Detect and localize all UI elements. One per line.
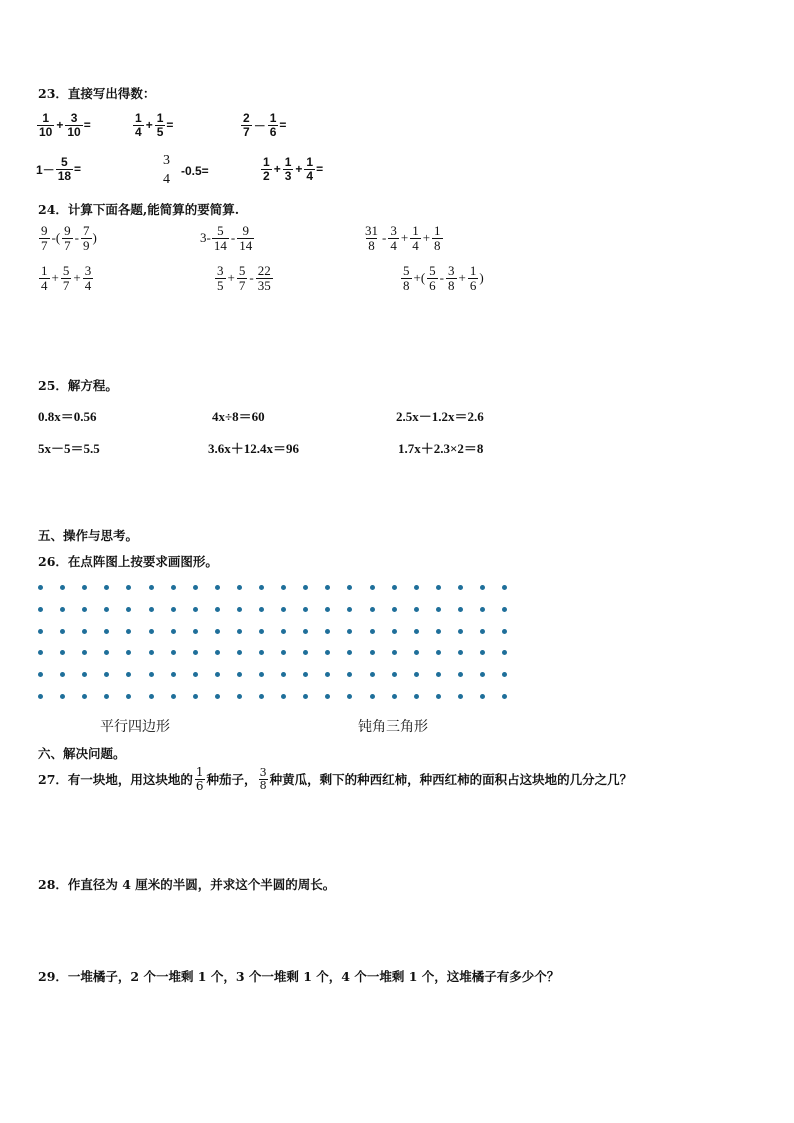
grid-dot[interactable] (193, 650, 198, 655)
grid-dot[interactable] (149, 629, 154, 634)
grid-dot[interactable] (436, 672, 441, 677)
q28-text: 28．作直径为 4 厘米的半圆，并求这个半圆的周长。 (38, 877, 336, 892)
grid-dot[interactable] (82, 672, 87, 677)
grid-dot[interactable] (82, 629, 87, 634)
grid-dot[interactable] (215, 672, 220, 677)
grid-dot[interactable] (60, 694, 65, 699)
grid-dot[interactable] (259, 607, 264, 612)
grid-dot[interactable] (104, 650, 109, 655)
grid-dot[interactable] (303, 629, 308, 634)
grid-dot[interactable] (458, 672, 463, 677)
equation-3: 2.5x－1.2x＝2.6 (396, 409, 484, 424)
grid-dot[interactable] (60, 585, 65, 590)
q23-expr-4: 1－ $\frac{5}{18}$ = (36, 155, 82, 183)
grid-dot[interactable] (347, 607, 352, 612)
grid-dot[interactable] (38, 607, 43, 612)
grid-dot[interactable] (193, 672, 198, 677)
grid-dot[interactable] (392, 694, 397, 699)
grid-dot[interactable] (325, 694, 330, 699)
q24-title: 24．计算下面各题,能简算的要简算. (38, 202, 240, 217)
grid-dot[interactable] (392, 585, 397, 590)
grid-dot[interactable] (193, 629, 198, 634)
grid-dot[interactable] (149, 694, 154, 699)
grid-dot[interactable] (436, 650, 441, 655)
grid-dot[interactable] (171, 607, 176, 612)
grid-dot[interactable] (126, 650, 131, 655)
grid-dot[interactable] (126, 672, 131, 677)
grid-dot[interactable] (149, 607, 154, 612)
grid-dot[interactable] (414, 694, 419, 699)
grid-dot[interactable] (325, 585, 330, 590)
grid-dot[interactable] (480, 607, 485, 612)
q27-text: 27．有一块地，用这块地的 $\frac{1}{6}$ 种茄子， $\frac{3}{8}$ 种黄瓜，剩下的种西红柿，种西红柿的面积占这块地的几分之几？ (38, 765, 633, 793)
grid-dot[interactable] (458, 650, 463, 655)
grid-dot[interactable] (480, 585, 485, 590)
grid-dot[interactable] (414, 607, 419, 612)
grid-dot[interactable] (171, 650, 176, 655)
grid-dot[interactable] (259, 694, 264, 699)
grid-dot[interactable] (347, 585, 352, 590)
grid-dot[interactable] (281, 694, 286, 699)
q24-expr-1: $\frac{9}{7}$ -( $\frac{9}{7}$ - $\frac{7}{9}$ ) (41, 223, 97, 253)
grid-dot[interactable] (392, 629, 397, 634)
grid-dot[interactable] (171, 585, 176, 590)
grid-dot[interactable] (325, 650, 330, 655)
grid-dot[interactable] (458, 629, 463, 634)
grid-dot[interactable] (104, 585, 109, 590)
grid-dot[interactable] (436, 694, 441, 699)
grid-dot[interactable] (104, 672, 109, 677)
grid-dot[interactable] (502, 650, 507, 655)
grid-dot[interactable] (414, 650, 419, 655)
grid-dot[interactable] (281, 672, 286, 677)
grid-dot[interactable] (303, 585, 308, 590)
grid-dot[interactable] (149, 672, 154, 677)
grid-dot[interactable] (104, 629, 109, 634)
grid-dot[interactable] (303, 650, 308, 655)
grid-dot[interactable] (259, 585, 264, 590)
grid-dot[interactable] (60, 629, 65, 634)
grid-dot[interactable] (215, 607, 220, 612)
grid-dot[interactable] (237, 650, 242, 655)
grid-dot[interactable] (502, 672, 507, 677)
grid-dot[interactable] (193, 607, 198, 612)
grid-dot[interactable] (126, 694, 131, 699)
grid-dot[interactable] (259, 650, 264, 655)
grid-dot[interactable] (458, 694, 463, 699)
grid-dot[interactable] (436, 585, 441, 590)
grid-dot[interactable] (193, 694, 198, 699)
grid-dot[interactable] (259, 672, 264, 677)
grid-dot[interactable] (414, 672, 419, 677)
q25-title: 25．解方程。 (38, 378, 118, 393)
q24-expr-5: $\frac{3}{5}$ + $\frac{5}{7}$ - $\frac{22}{35}$ (217, 263, 271, 293)
q29-text: 29．一堆橘子，2 个一堆剩 1 个，3 个一堆剩 1 个，4 个一堆剩 1 个，这堆橘子有多少个？ (38, 969, 560, 984)
grid-dot[interactable] (82, 694, 87, 699)
grid-dot[interactable] (347, 672, 352, 677)
q23-title: 23．直接写出得数： (38, 86, 156, 101)
grid-dot[interactable] (480, 672, 485, 677)
grid-dot[interactable] (215, 585, 220, 590)
grid-dot[interactable] (281, 607, 286, 612)
grid-dot[interactable] (281, 585, 286, 590)
grid-dot[interactable] (281, 650, 286, 655)
grid-dot[interactable] (325, 607, 330, 612)
q23-expr-2: $\frac{1}{4}$ + $\frac{1}{5}$ = (135, 111, 174, 139)
grid-dot[interactable] (347, 629, 352, 634)
grid-dot[interactable] (502, 607, 507, 612)
grid-dot[interactable] (215, 650, 220, 655)
equation-5: 3.6x＋12.4x＝96 (208, 441, 300, 456)
grid-dot[interactable] (414, 629, 419, 634)
grid-dot[interactable] (60, 672, 65, 677)
grid-dot[interactable] (171, 672, 176, 677)
section-5-heading: 五、操作与思考。 (38, 528, 139, 543)
grid-dot[interactable] (259, 629, 264, 634)
grid-dot[interactable] (171, 629, 176, 634)
grid-dot[interactable] (347, 650, 352, 655)
equation-4: 5x－5＝5.5 (38, 441, 100, 456)
equation-1: 0.8x＝0.56 (38, 409, 97, 424)
grid-dot[interactable] (414, 585, 419, 590)
grid-dot[interactable] (126, 629, 131, 634)
grid-dot[interactable] (436, 629, 441, 634)
grid-dot[interactable] (38, 585, 43, 590)
section-6-heading: 六、解决问题。 (38, 746, 126, 761)
grid-dot[interactable] (281, 629, 286, 634)
q24-expr-3: $\frac{31}{8}$ - $\frac{3}{4}$ + $\frac{1}{4}$ + $\frac{1}{8}$ (365, 223, 441, 253)
q23-expr-1: $\frac{1}{10}$ + $\frac{3}{10}$ = (39, 111, 91, 139)
grid-dot[interactable] (392, 672, 397, 677)
grid-dot[interactable] (38, 629, 43, 634)
label-obtuse-triangle: 钝角三角形 (358, 719, 428, 735)
q24-expr-2: 3- $\frac{5}{14}$ - $\frac{9}{14}$ (200, 223, 253, 253)
grid-dot[interactable] (237, 629, 242, 634)
q23-expr-3: $\frac{2}{7}$ － $\frac{1}{6}$ = (243, 111, 287, 139)
grid-dot[interactable] (370, 694, 375, 699)
grid-dot[interactable] (370, 629, 375, 634)
grid-dot[interactable] (458, 585, 463, 590)
grid-dot[interactable] (303, 607, 308, 612)
dot-grid[interactable] (34, 578, 524, 702)
grid-dot[interactable] (392, 607, 397, 612)
grid-dot[interactable] (370, 585, 375, 590)
grid-dot[interactable] (82, 585, 87, 590)
equation-6: 1.7x＋2.3×2＝8 (398, 441, 484, 456)
grid-dot[interactable] (502, 629, 507, 634)
equation-2: 4x÷8＝60 (212, 409, 265, 424)
grid-dot[interactable] (38, 694, 43, 699)
grid-dot[interactable] (60, 650, 65, 655)
grid-dot[interactable] (149, 650, 154, 655)
grid-dot[interactable] (458, 607, 463, 612)
grid-dot[interactable] (215, 629, 220, 634)
grid-dot[interactable] (480, 650, 485, 655)
grid-dot[interactable] (60, 607, 65, 612)
grid-dot[interactable] (325, 629, 330, 634)
grid-dot[interactable] (193, 585, 198, 590)
grid-dot[interactable] (126, 585, 131, 590)
grid-dot[interactable] (237, 672, 242, 677)
grid-dot[interactable] (149, 585, 154, 590)
q24-expr-4: $\frac{1}{4}$ + $\frac{5}{7}$ + $\frac{3}{4}$ (41, 263, 92, 293)
grid-dot[interactable] (303, 672, 308, 677)
grid-dot[interactable] (370, 607, 375, 612)
grid-dot[interactable] (303, 694, 308, 699)
grid-dot[interactable] (82, 650, 87, 655)
grid-dot[interactable] (480, 629, 485, 634)
grid-dot[interactable] (502, 694, 507, 699)
label-parallelogram: 平行四边形 (100, 719, 170, 735)
grid-dot[interactable] (237, 607, 242, 612)
grid-dot[interactable] (392, 650, 397, 655)
q26-title: 26．在点阵图上按要求画图形。 (38, 554, 218, 569)
grid-dot[interactable] (237, 585, 242, 590)
grid-dot[interactable] (104, 694, 109, 699)
grid-dot[interactable] (325, 672, 330, 677)
grid-dot[interactable] (171, 694, 176, 699)
grid-dot[interactable] (436, 607, 441, 612)
q23-expr-5: 3 4 -0.5= (163, 153, 209, 187)
grid-dot[interactable] (82, 607, 87, 612)
grid-dot[interactable] (38, 672, 43, 677)
grid-dot[interactable] (237, 694, 242, 699)
grid-dot[interactable] (126, 607, 131, 612)
grid-dot[interactable] (215, 694, 220, 699)
grid-dot[interactable] (104, 607, 109, 612)
q24-expr-6: $\frac{5}{8}$ +( $\frac{5}{6}$ - $\frac{3}{8}$ + $\frac{1}{6}$ ) (403, 263, 484, 293)
grid-dot[interactable] (347, 694, 352, 699)
grid-dot[interactable] (38, 650, 43, 655)
grid-dot[interactable] (370, 672, 375, 677)
grid-dot[interactable] (480, 694, 485, 699)
grid-dot[interactable] (502, 585, 507, 590)
q23-expr-6: $\frac{1}{2}$ + $\frac{1}{3}$ + $\frac{1}{4}$ = (263, 155, 324, 183)
grid-dot[interactable] (370, 650, 375, 655)
